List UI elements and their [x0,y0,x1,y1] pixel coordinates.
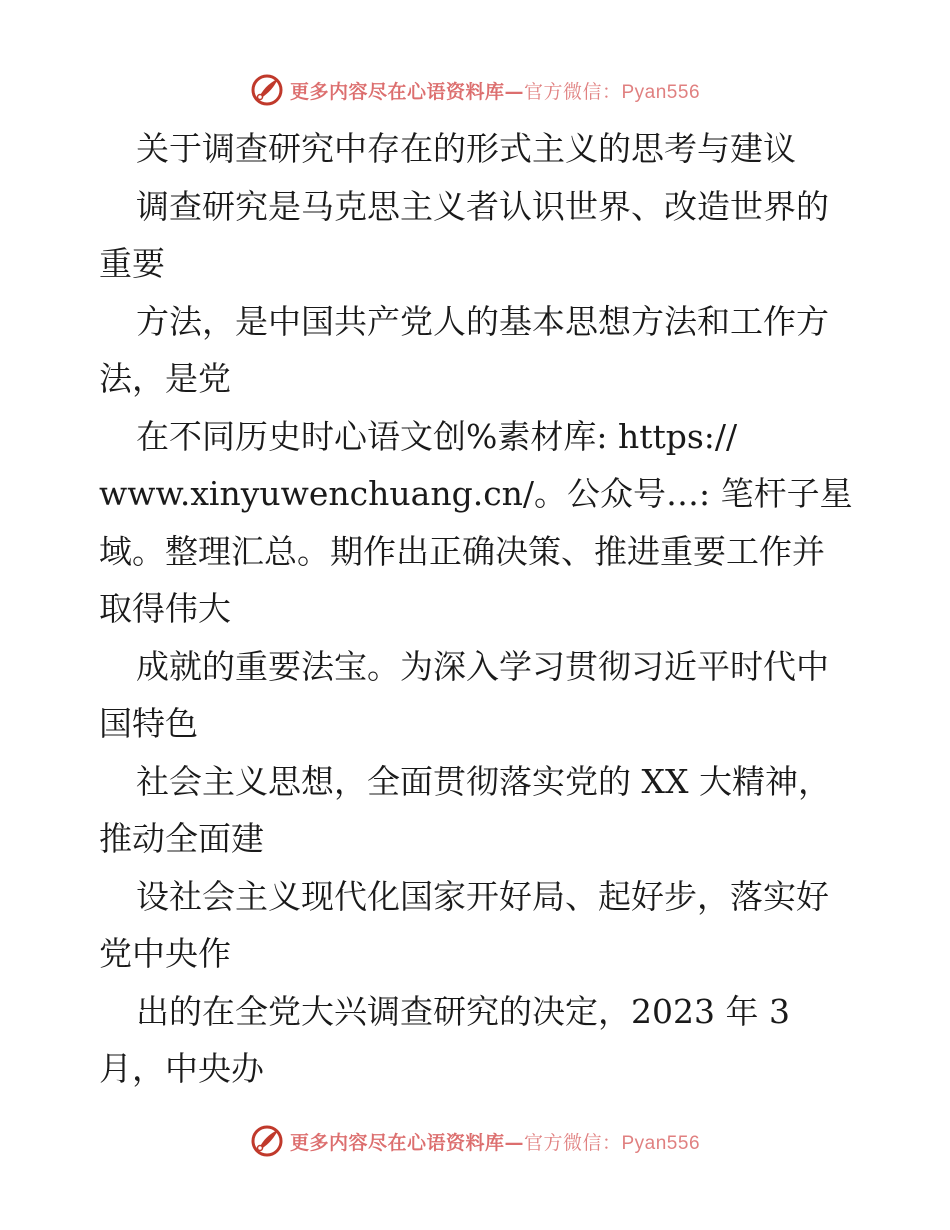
document-title: 关于调查研究中存在的形式主义的思考与建议 [136,129,796,168]
header-banner-text: 更多内容尽在心语资料库—官方微信：Pyan556 [289,80,701,103]
footer-banner-text: 更多内容尽在心语资料库—官方微信：Pyan556 [289,1131,701,1154]
paragraph-line: www.xinyuwenchuang.cn/。公众号…: 笔杆子星 [99,474,853,513]
document-body [99,120,859,1098]
paragraph-line: 推动全面建 [99,819,264,858]
paragraph-line: 出的在全党大兴调查研究的决定，2023 年 3 [136,991,790,1031]
paragraph-line: 月，中央办 [99,1049,264,1088]
footer-banner [0,1121,950,1161]
paragraph-line: 重要 [99,244,165,283]
paragraph-line: 方法，是中国共产党人的基本思想方法和工作方 [136,301,829,341]
paragraph-line: 法，是党 [99,359,231,398]
paragraph-line: 取得伟大 [99,589,231,628]
paragraph-line: 调查研究是马克思主义者认识世界、改造世界的 [136,186,829,226]
paragraph-line: 设社会主义现代化国家开好局、起好步，落实好 [136,876,829,916]
header-banner [0,70,950,110]
paragraph-line: 社会主义思想，全面贯彻落实党的 XX 大精神， [136,761,831,801]
paragraph-line: 国特色 [99,704,198,743]
paragraph-line: 域。整理汇总。期作出正确决策、推进重要工作并 [99,531,825,571]
feather-pen-logo-icon [250,1124,284,1158]
paragraph-line: 成就的重要法宝。为深入学习贯彻习近平时代中 [136,646,829,686]
paragraph-line: 在不同历史时心语文创%素材库: https:// [136,416,738,456]
paragraph-line: 党中央作 [99,934,231,973]
feather-pen-logo-icon [250,73,284,107]
